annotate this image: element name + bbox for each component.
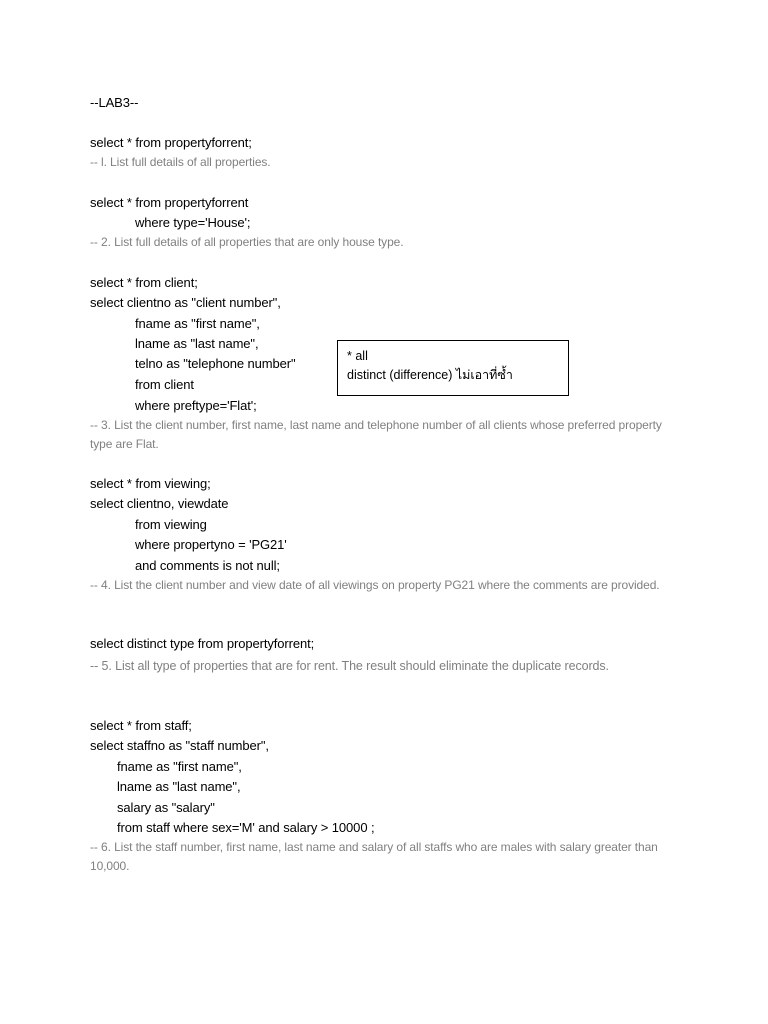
sql-line: from staff where sex='M' and salary > 10000 ;	[117, 820, 375, 835]
sql-line: select * from staff;	[90, 718, 192, 733]
sql-line: select * from viewing;	[90, 476, 211, 491]
query-comment: -- l. List full details of all properties.	[90, 155, 271, 169]
sql-line: from viewing	[135, 517, 207, 532]
sql-line: where type='House';	[135, 215, 251, 230]
query-comment: -- 6. List the staff number, first name, last name and salary of all staffs who are males with salary greater than 10,000.	[90, 840, 658, 873]
sql-line: select staffno as "staff number",	[90, 738, 269, 753]
sql-line: where propertyno = 'PG21'	[135, 537, 287, 552]
sql-line: salary as "salary"	[117, 800, 215, 815]
query-comment: -- 4. List the client number and view date of all viewings on property PG21 where the comments are provided.	[90, 578, 660, 592]
sql-line: lname as "last name",	[117, 779, 241, 794]
sql-line: select * from propertyforrent	[90, 195, 249, 210]
sql-line: telno as "telephone number"	[135, 356, 296, 371]
sql-line: select clientno, viewdate	[90, 496, 229, 511]
note-box	[337, 340, 569, 396]
note-line-all: * all	[347, 349, 368, 363]
sql-line: select distinct type from propertyforrent;	[90, 636, 315, 651]
sql-line: select clientno as "client number",	[90, 295, 281, 310]
sql-line: fname as "first name",	[135, 316, 260, 331]
sql-line: lname as "last name",	[135, 336, 259, 351]
lab-title: --LAB3--	[90, 95, 139, 110]
query-comment: -- 2. List full details of all properties that are only house type.	[90, 235, 404, 249]
sql-line: fname as "first name",	[117, 759, 242, 774]
sql-line: and comments is not null;	[135, 558, 280, 573]
sql-line: from client	[135, 377, 194, 392]
query-comment: -- 3. List the client number, first name, last name and telephone number of all clients whose preferred property type are Flat.	[90, 418, 662, 451]
note-line-distinct: distinct (difference) ไม่เอาที่ซ้ำ	[347, 368, 513, 382]
sql-line: select * from propertyforrent;	[90, 135, 252, 150]
query-comment: -- 5. List all type of properties that are for rent. The result should eliminate the duplicate records.	[90, 659, 609, 673]
sql-line: select * from client;	[90, 275, 198, 290]
sql-line: where preftype='Flat';	[135, 398, 257, 413]
